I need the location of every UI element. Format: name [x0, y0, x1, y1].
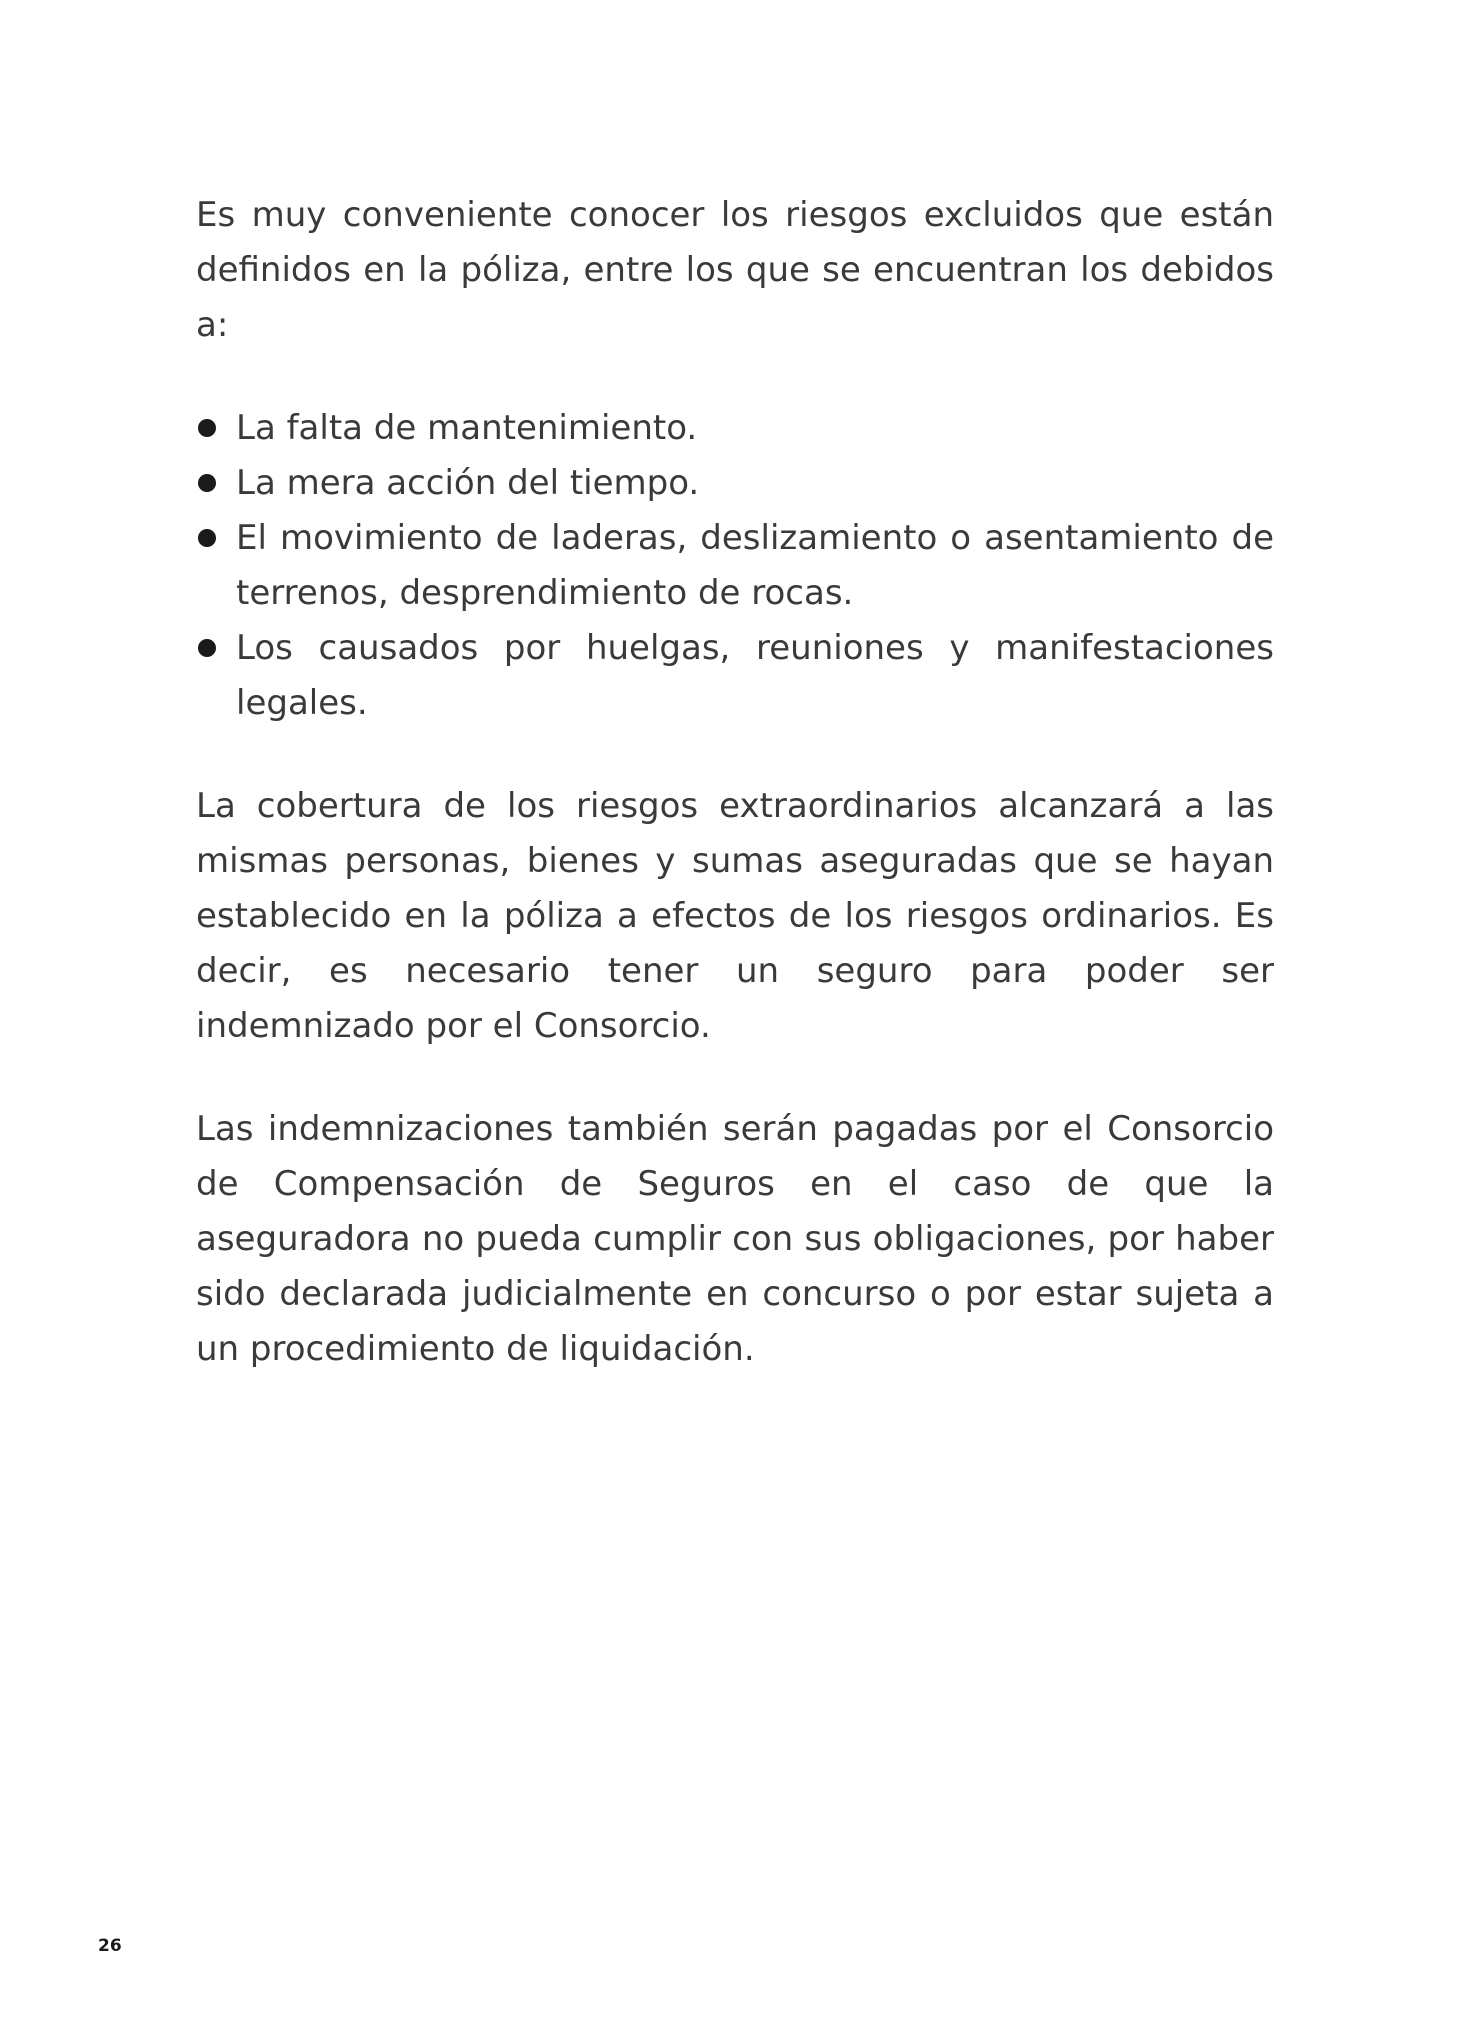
- bullet-icon: [198, 474, 216, 492]
- page-body: [196, 188, 1274, 1377]
- list-item-text: La falta de mantenimiento.: [236, 408, 698, 448]
- spacer: [196, 353, 1274, 401]
- bullet-icon: [198, 529, 216, 547]
- bullet-icon: [198, 419, 216, 437]
- excluded-risks-list: [196, 401, 1274, 731]
- list-item-text: La mera acción del tiempo.: [236, 463, 700, 503]
- page-number: 26: [98, 1936, 122, 1956]
- bullet-icon: [198, 639, 216, 657]
- spacer: [196, 731, 1274, 779]
- list-item-text: Los causados por huelgas, reuniones y manifestaciones legales.: [236, 628, 1274, 723]
- indemnity-paragraph: Las indemnizaciones también serán pagadas por el Consorcio de Compensación de Seguros en el caso de que la aseguradora no pueda cumplir con sus obligaciones, por haber sido declarada judicialmente en concurso o por estar sujeta a un procedimiento de liquidación.: [196, 1109, 1274, 1369]
- list-item: [196, 511, 1274, 621]
- list-item: [196, 621, 1274, 731]
- list-item: [196, 456, 1274, 511]
- intro-paragraph: Es muy conveniente conocer los riesgos excluidos que están definidos en la póliza, entre los que se encuentran los debidos a:: [196, 195, 1274, 345]
- list-item-text: El movimiento de laderas, deslizamiento o asentamiento de terrenos, desprendimiento de rocas.: [236, 518, 1274, 613]
- spacer: [196, 1054, 1274, 1102]
- coverage-paragraph: La cobertura de los riesgos extraordinarios alcanzará a las mismas personas, bienes y sumas aseguradas que se hayan establecido en la póliza a efectos de los riesgos ordinarios. Es decir, es necesario tener un seguro para poder ser indemnizado por el Consorcio.: [196, 786, 1274, 1046]
- list-item: [196, 401, 1274, 456]
